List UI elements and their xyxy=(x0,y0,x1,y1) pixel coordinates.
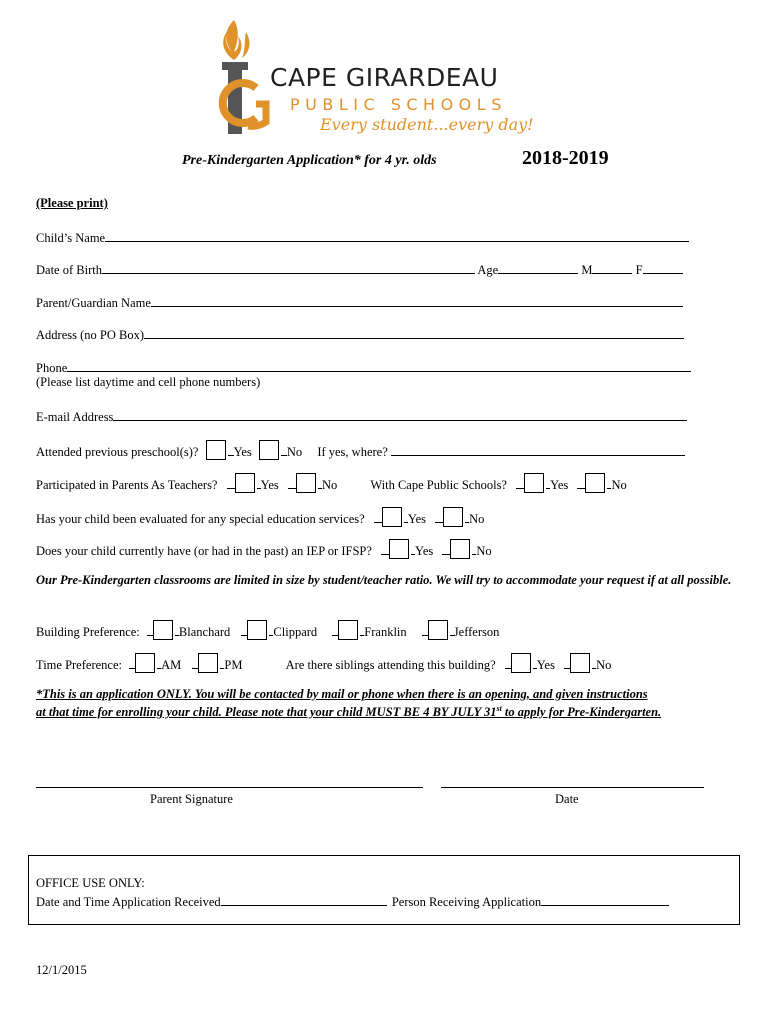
dob-label: Date of Birth xyxy=(36,263,102,277)
building-franklin-checkbox[interactable] xyxy=(338,620,358,640)
address-field[interactable] xyxy=(144,326,684,339)
office-use-title: OFFICE USE ONLY: xyxy=(36,876,145,890)
time-pm-checkbox[interactable] xyxy=(198,653,218,673)
revision-date: 12/1/2015 xyxy=(36,963,87,977)
form-title: Pre-Kindergarten Application* for 4 yr. olds xyxy=(182,153,437,168)
iep-yes-checkbox[interactable] xyxy=(389,539,409,559)
cape-no-label: No xyxy=(611,478,627,492)
building-jefferson-label: Jefferson xyxy=(453,625,500,639)
age-field[interactable] xyxy=(498,261,578,274)
dob-row xyxy=(36,261,683,278)
pat-question: Participated in Parents As Teachers? xyxy=(36,478,218,492)
preschool-no-label: No xyxy=(286,445,303,459)
iep-no-label: No xyxy=(476,544,492,558)
time-am-label: AM xyxy=(161,658,182,672)
person-receiving-label: Person Receiving Application xyxy=(391,895,542,909)
classroom-notice: Our Pre-Kindergarten classrooms are limited in size by student/teacher ratio. We will try to accommodate your request if at all possible. xyxy=(36,573,732,587)
parent-signature-label: Parent Signature xyxy=(150,792,233,806)
phone-note: (Please list daytime and cell phone numbers) xyxy=(36,375,261,389)
special-ed-yes-label: Yes xyxy=(407,512,427,526)
disclaimer-line-2a: at that time for enrolling your child. Please note that your child MUST BE 4 BY JULY 31 xyxy=(36,705,497,720)
iep-question: Does your child currently have (or had in the past) an IEP or IFSP? xyxy=(36,544,372,558)
f-field[interactable] xyxy=(643,261,683,274)
disclaimer-superscript: st xyxy=(496,704,502,713)
torch-cg-logo-icon xyxy=(204,18,274,136)
parent-name-field[interactable] xyxy=(151,294,683,307)
time-preference-row xyxy=(36,653,611,673)
siblings-no-label: No xyxy=(596,658,612,672)
email-field[interactable] xyxy=(113,408,687,421)
preschool-yes-label: Yes xyxy=(233,445,252,459)
phone-field[interactable] xyxy=(67,359,691,372)
special-ed-row xyxy=(36,507,484,527)
childs-name-row xyxy=(36,229,689,246)
phone-row xyxy=(36,359,691,376)
office-use-row xyxy=(36,893,669,910)
parent-name-label: Parent/Guardian Name xyxy=(36,296,151,310)
m-label: M xyxy=(581,263,593,277)
building-preference-label: Building Preference: xyxy=(36,625,140,639)
time-preference-label: Time Preference: xyxy=(36,658,122,672)
date-label: Date xyxy=(555,792,579,806)
disclaimer-line-2b: to apply for Pre-Kindergarten. xyxy=(501,705,662,720)
iep-no-checkbox[interactable] xyxy=(450,539,470,559)
disclaimer-line-1: *This is an application ONLY. You will be contacted by mail or phone when there is an opening, and given instructions xyxy=(36,687,648,701)
disclaimer-line-2 xyxy=(36,704,661,720)
pat-no-checkbox[interactable] xyxy=(296,473,316,493)
if-yes-where-label: If yes, where? xyxy=(317,445,388,459)
cape-question: With Cape Public Schools? xyxy=(370,478,507,492)
email-row xyxy=(36,408,687,425)
pat-yes-label: Yes xyxy=(260,478,279,492)
school-year: 2018-2019 xyxy=(522,147,609,169)
date-signature-line[interactable] xyxy=(441,775,704,788)
building-clippard-checkbox[interactable] xyxy=(247,620,267,640)
pat-row xyxy=(36,473,627,493)
siblings-no-checkbox[interactable] xyxy=(570,653,590,673)
building-clippard-label: Clippard xyxy=(273,625,318,639)
siblings-question: Are there siblings attending this building? xyxy=(285,658,496,672)
iep-row xyxy=(36,539,492,559)
preschool-yes-checkbox[interactable] xyxy=(206,440,226,460)
pat-no-label: No xyxy=(321,478,338,492)
special-ed-no-checkbox[interactable] xyxy=(443,507,463,527)
special-ed-yes-checkbox[interactable] xyxy=(382,507,402,527)
date-time-received-label: Date and Time Application Received xyxy=(36,895,221,909)
date-time-received-field[interactable] xyxy=(221,893,387,906)
age-label: Age xyxy=(477,263,499,277)
logo-name-line1: CAPE GIRARDEAU xyxy=(270,63,499,92)
cape-yes-label: Yes xyxy=(550,478,569,492)
special-ed-no-label: No xyxy=(469,512,485,526)
m-field[interactable] xyxy=(592,261,632,274)
attended-question: Attended previous preschool(s)? xyxy=(36,445,199,459)
building-blanchard-label: Blanchard xyxy=(178,625,231,639)
parent-signature-line[interactable] xyxy=(36,775,423,788)
dob-field[interactable] xyxy=(102,261,475,274)
childs-name-label: Child’s Name xyxy=(36,231,106,245)
phone-label: Phone xyxy=(36,361,68,375)
pat-yes-checkbox[interactable] xyxy=(235,473,255,493)
cape-no-checkbox[interactable] xyxy=(585,473,605,493)
person-receiving-field[interactable] xyxy=(541,893,669,906)
siblings-yes-label: Yes xyxy=(536,658,555,672)
time-am-checkbox[interactable] xyxy=(135,653,155,673)
building-preference-row xyxy=(36,620,499,640)
logo-name-line2: PUBLIC SCHOOLS xyxy=(290,95,507,114)
childs-name-field[interactable] xyxy=(105,229,689,242)
f-label: F xyxy=(635,263,643,277)
address-row xyxy=(36,326,684,343)
building-blanchard-checkbox[interactable] xyxy=(153,620,173,640)
time-pm-label: PM xyxy=(224,658,243,672)
iep-yes-label: Yes xyxy=(415,544,434,558)
parent-name-row xyxy=(36,294,683,311)
building-jefferson-checkbox[interactable] xyxy=(428,620,448,640)
cape-yes-checkbox[interactable] xyxy=(524,473,544,493)
logo-tagline: Every student...every day! xyxy=(320,115,534,134)
building-franklin-label: Franklin xyxy=(364,625,407,639)
please-print-note: (Please print) xyxy=(36,196,108,210)
preschool-row xyxy=(36,440,685,460)
siblings-yes-checkbox[interactable] xyxy=(511,653,531,673)
preschool-where-field[interactable] xyxy=(391,443,685,456)
special-ed-question: Has your child been evaluated for any special education services? xyxy=(36,512,365,526)
preschool-no-checkbox[interactable] xyxy=(259,440,279,460)
email-label: E-mail Address xyxy=(36,410,114,424)
address-label: Address (no PO Box) xyxy=(36,328,144,342)
